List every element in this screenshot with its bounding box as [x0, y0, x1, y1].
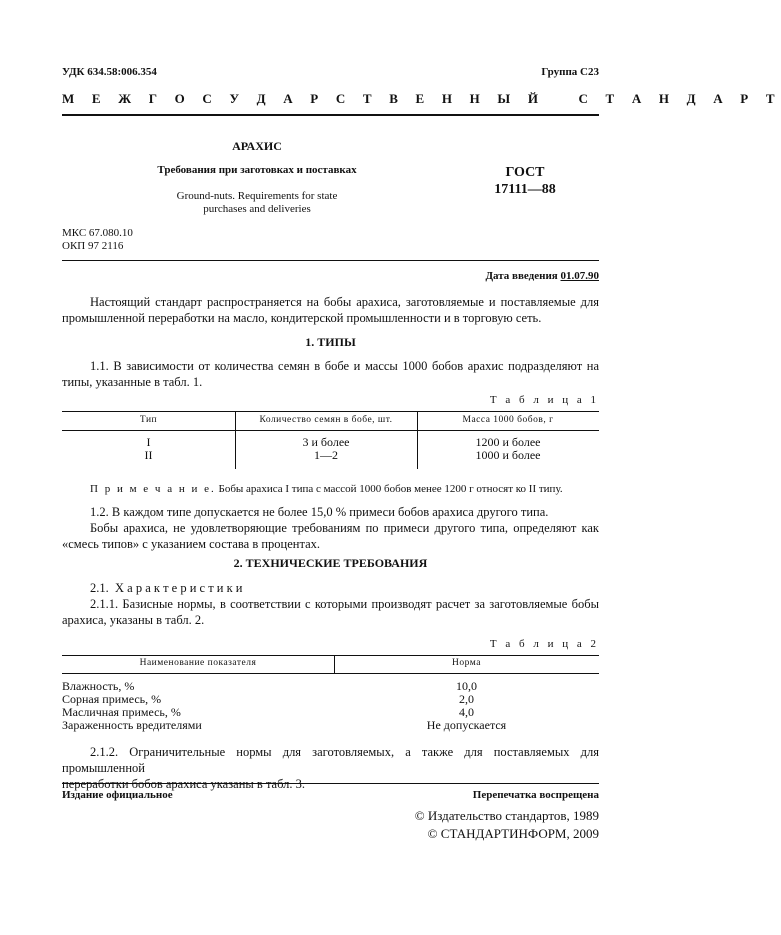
- mks-code: МКС 67.080.10: [62, 227, 133, 239]
- section2-p1-line1: 2.1.1. Базисные нормы, в соответствии с которыми производят расчет за заготовляемые бобы: [90, 597, 599, 611]
- section2-heading: 2. ТЕХНИЧЕСКИЕ ТРЕБОВАНИЯ: [233, 556, 428, 570]
- group-code: Группа С23: [541, 66, 599, 78]
- section2-more: [62, 744, 599, 792]
- table-row: 10,0: [456, 679, 477, 693]
- section1-heading: 1. ТИПЫ: [305, 335, 356, 349]
- table1-top-rule: [62, 411, 599, 412]
- section1-p1-line1: 1.1. В зависимости от количества семян в бобе и массы 1000 бобов арахис подразделяют на: [90, 359, 599, 373]
- table-row: 3 и более: [302, 435, 350, 449]
- intro-date-value: 01.07.90: [560, 270, 599, 282]
- section1-paragraph: [62, 358, 599, 390]
- table2-top-rule: [62, 655, 599, 656]
- reprint-notice: Перепечатка воспрещена: [472, 789, 599, 801]
- section1-p1-line2: типы, указанные в табл. 1.: [62, 375, 203, 389]
- note-text: Бобы арахиса I типа с массой 1000 бобов менее 1200 г относят ко II типу.: [218, 483, 563, 495]
- intro-date: [485, 270, 599, 282]
- table1-header-seeds: Количество семян в бобе, шт.: [259, 415, 393, 425]
- table-row: 2,0: [459, 692, 474, 706]
- copyright-1989: © Издательство стандартов, 1989: [414, 808, 599, 823]
- header-rule: [62, 114, 599, 116]
- scope-line1: Настоящий стандарт распространяется на бобы арахиса, заготовляемые и поставляемые для: [90, 295, 599, 309]
- table1-header-mass: Масса 1000 бобов, г: [462, 415, 554, 425]
- scope-paragraph: [62, 294, 599, 326]
- table2-header-rule: [62, 673, 599, 674]
- table-row: Масличная примесь, %: [62, 705, 181, 719]
- table-row: Сорная примесь, %: [62, 692, 162, 706]
- section2-p1-line2: арахиса, указаны в табл. 2.: [62, 613, 205, 627]
- table-row: 1000 и более: [475, 448, 541, 462]
- section2-subheading: 2.1. Х а р а к т е р и с т и к и: [90, 581, 243, 595]
- gost-label: ГОСТ: [505, 165, 545, 180]
- note-label: П р и м е ч а н и е.: [90, 483, 216, 495]
- scope-line2: промышленной переработки на масло, кондитерской промышленности и в торговую сеть.: [62, 311, 542, 325]
- document-title: АРАХИС: [232, 139, 282, 153]
- section1-more: [62, 504, 599, 552]
- section2-paragraph: [62, 596, 599, 628]
- table1-caption: Т а б л и ц а 1: [489, 394, 599, 406]
- section1-p3-line1: Бобы арахиса, не удовлетворяющие требованиям по примеси другого типа, определяют как: [90, 521, 599, 535]
- table-row: Зараженность вредителями: [62, 718, 202, 732]
- okp-code: ОКП 97 2116: [62, 240, 124, 252]
- table1-header-type: Тип: [139, 415, 158, 425]
- table2-header-norm: Норма: [452, 658, 481, 668]
- footer-rule: [62, 783, 599, 784]
- table-row: I: [146, 435, 151, 449]
- table1-header-rule: [62, 430, 599, 431]
- table-row: 1—2: [314, 448, 338, 462]
- table-row: 1200 и более: [475, 435, 541, 449]
- udk-code: УДК 634.58:006.354: [62, 66, 157, 78]
- document-subtitle: Требования при заготовках и поставках: [157, 164, 357, 176]
- table2-caption: Т а б л и ц а 2: [489, 638, 599, 650]
- table-row: Влажность, %: [62, 679, 135, 693]
- table-row: II: [144, 448, 153, 462]
- gost-number: 17111—88: [494, 182, 556, 197]
- table2-header-indicator: Наименование показателя: [139, 658, 257, 668]
- interstate-standard-banner: М Е Ж Г О С У Д А Р С Т В Е Н Н Ы Й С Т А Н Д А Р Т: [62, 91, 781, 106]
- table-row: 4,0: [459, 705, 474, 719]
- codes-rule: [62, 260, 599, 261]
- section1-p2: 1.2. В каждом типе допускается не более 15,0 % примеси бобов арахиса другого типа.: [90, 505, 549, 519]
- copyright-2009: © СТАНДАРТИНФОРМ, 2009: [427, 826, 599, 841]
- english-title-line2: purchases and deliveries: [203, 203, 311, 215]
- section2-p2-line1: 2.1.2. Ограничительные нормы для заготовляемых, а также для поставляемых для промышленной: [62, 745, 599, 775]
- intro-date-label: Дата введения: [485, 270, 558, 282]
- official-edition: Издание официальное: [62, 789, 173, 801]
- section2-p2-line2: переработки бобов арахиса указаны в табл. 3.: [62, 777, 306, 791]
- section1-p3-line2: «смесь типов» с указанием состава в процентах.: [62, 537, 321, 551]
- english-title-line1: Ground-nuts. Requirements for state: [176, 190, 338, 202]
- table1-note: [90, 483, 599, 495]
- table-row: Не допускается: [426, 718, 507, 732]
